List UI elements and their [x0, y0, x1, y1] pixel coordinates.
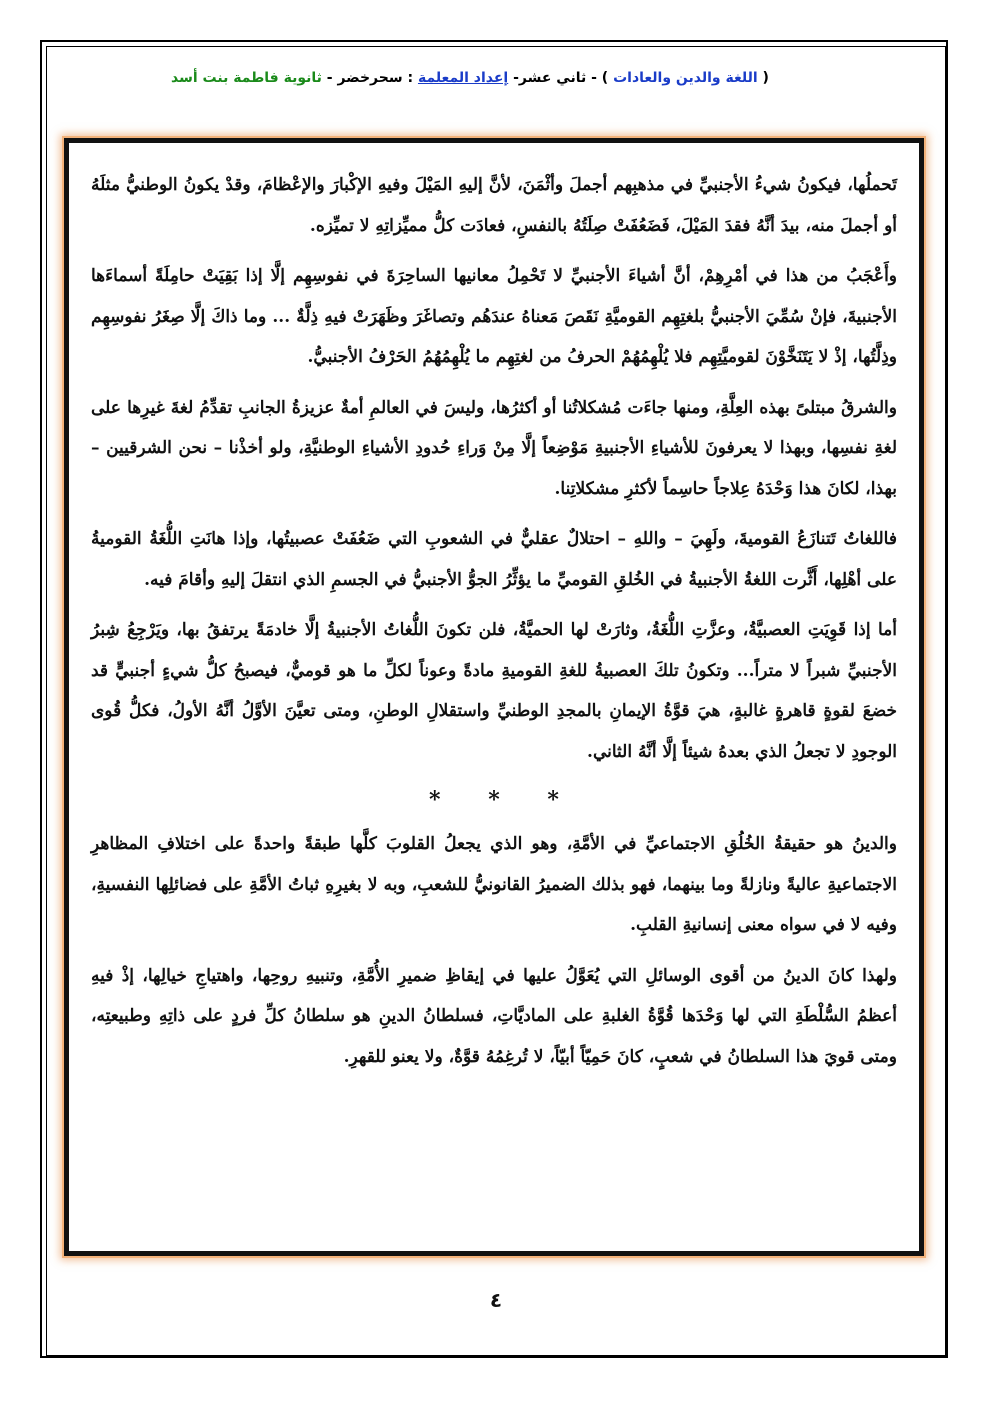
page-header — [120, 66, 820, 90]
header-teacher: : سحرخضر - — [326, 70, 414, 86]
header-subject: اللغة والدين والعادات — [613, 70, 758, 86]
header-school: ثانوية فاطمة بنت أسد — [171, 70, 322, 86]
paragraph: أما إذا قَوِيَتِ العصبيَّةُ، وعزَّتِ اللُّغَةُ، وثارَتْ لها الحميَّةُ، فلن تكونَ اللُّغاتُ الأجنبيةُ إلَّا خادمَةً يرتفقُ بها، ويَرْجِعُ شِبرُ الأجنبيِّ شبراً لا متراً... وتكونُ تلكَ العصبيةُ للغةِ القوميةِ مادةً وعوناً لكلِّ ما هو قوميٌّ، فيصبحُ كلُّ شيءٍ أجنبيٍّ قد خضعَ لقوةٍ قاهرةٍ غالبةٍ، هيَ قوَّةُ الإيمانِ بالمجدِ الوطنيِّ واستقلالِ الوطنِ، ومتى تعيَّنَ الأوَّلُ أنَّهُ الأولُ، فكلُّ قُوى الوجودِ لا تجعلُ الذي بعدهُ شيئاً إلَّا أنَّهُ الثاني. — [91, 620, 897, 762]
paragraph: وأَعْجَبُ من هذا في أمْرِهِمْ، أنَّ أشياءَ الأجنبيِّ لا تَحْمِلُ معانيها الساحِرَةَ في نفوسِهِم إلَّا إذا بَقِيَتْ حامِلَةً أسماءَها الأجنبيةَ، فإنْ سُمِّيَ الأجنبيُّ بلغتِهِم القوميَّةِ نَقَصَ مَعناهُ عندَهُم وتصاغَرَ وظَهَرَتْ فيهِ ذِلَّةٌ ... وما ذاكَ إلَّا صِغَرُ نفوسِهِم وذِلَّتُها، إذْ لا يَتَنَخَّوْنَ لقوميَّتِهِم فلا يُلْهِمُهُمْ الحرفُ من لغتِهِم ما يُلْهِمُهُمُ الحَرْفُ الأجنبيُّ. — [91, 266, 897, 367]
header-paren: ( — [762, 70, 769, 86]
paragraph: تَحملُها، فيكونُ شيءُ الأجنبيِّ في مذهبِهم أجملَ وأثْمَنَ، لأنَّ إليهِ المَيْلَ وفيهِ الإكْبارَ والإعْظامَ، وقدْ يكونُ الوطنيُّ مثلَهُ أو أجملَ منه، بيدَ أنَّهُ فقدَ المَيْلَ، فَضَعُفَتْ صِلَتُهُ بالنفسِ، فعادَت كلُّ مميِّزاتِهِ لا تميِّزه. — [91, 175, 897, 236]
paragraph: فاللغاتُ تَتنازَعُ القوميةَ، ولَهِيَ – واللهِ – احتلالٌ عقليٌّ في الشعوبِ التي ضَعُفَتْ عصبيتُها، وإذا هانَتِ اللُّغَةُ القوميةُ على أهْلِها، أَثَّرت اللغةُ الأجنبيةُ في الخُلقِ القوميِّ ما يؤثِّرُ الجوُّ الأجنبيُّ في الجسمِ الذي انتقلَ إليهِ وأقامَ فيه. — [91, 529, 897, 590]
header-prepared-by: إعداد المعلمة — [417, 70, 509, 86]
paragraph: والدينُ هو حقيقةُ الخُلُقِ الاجتماعيِّ في الأمَّةِ، وهو الذي يجعلُ القلوبَ كلَّها طبقةً واحدةً على اختلافِ المظاهرِ الاجتماعيةِ عاليةً ونازلةً وما بينهما، فهو بذلك الضميرُ القانونيُّ للشعبِ، وبه لا بغيرِهِ ثباتُ الأمَّةِ على فضائلِها النفسيةِ، وفيه لا في سواه معنى إنسانيةِ القلبِ. — [91, 834, 897, 935]
header-grade: ثاني عشر- — [513, 70, 587, 86]
paragraph: ولهذا كانَ الدينُ من أقوى الوسائلِ التي يُعَوَّلُ عليها في إيقاظِ ضميرِ الأُمَّةِ، وتنبيهِ روحِها، واهتياجِ خيالِها، إذْ فيهِ أعظمُ السُّلْطَةِ التي لها وَحْدَها قُوَّةُ الغلبةِ على الماديَّاتِ، فسلطانُ الدينِ هو سلطانُ كلِّ فردٍ على ذاتِهِ وطبيعتِه، ومتى قويَ هذا السلطانُ في شعبٍ، كانَ حَمِيّاً أبيّاً، لا تُرغِمُهُ قوَّةٌ، ولا يعنو للقهرِ. — [91, 965, 897, 1067]
header-separator: ) - — [591, 70, 609, 86]
separator-star: * — [429, 787, 441, 813]
reading-text-box — [64, 138, 924, 1256]
separator-star: * — [488, 787, 500, 813]
reading-text — [91, 165, 897, 1087]
page-number: ٤ — [489, 1288, 503, 1312]
section-separator — [91, 782, 897, 818]
paragraph: والشرقُ مبتلىً بهذه العِلَّةِ، ومنها جاءَت مُشكلاتُنا أو أكثرُها، وليسَ في العالمِ أمةٌ عزيزةُ الجانبِ تقدِّمُ لغةَ غيرِها على لغةِ نفسِها، وبهذا لا يعرفونَ للأشياءِ الأجنبيةِ مَوْضِعاً إلَّا مِنْ وَراءِ حُدودِ الأشياءِ الوطنيَّةِ، ولو أخذْنا – نحن الشرقيين – بهذا، لكانَ هذا وَحْدَهُ عِلاجاً حاسِماً لأكثرِ مشكلاتِنا. — [91, 397, 897, 499]
separator-star: * — [547, 787, 559, 813]
